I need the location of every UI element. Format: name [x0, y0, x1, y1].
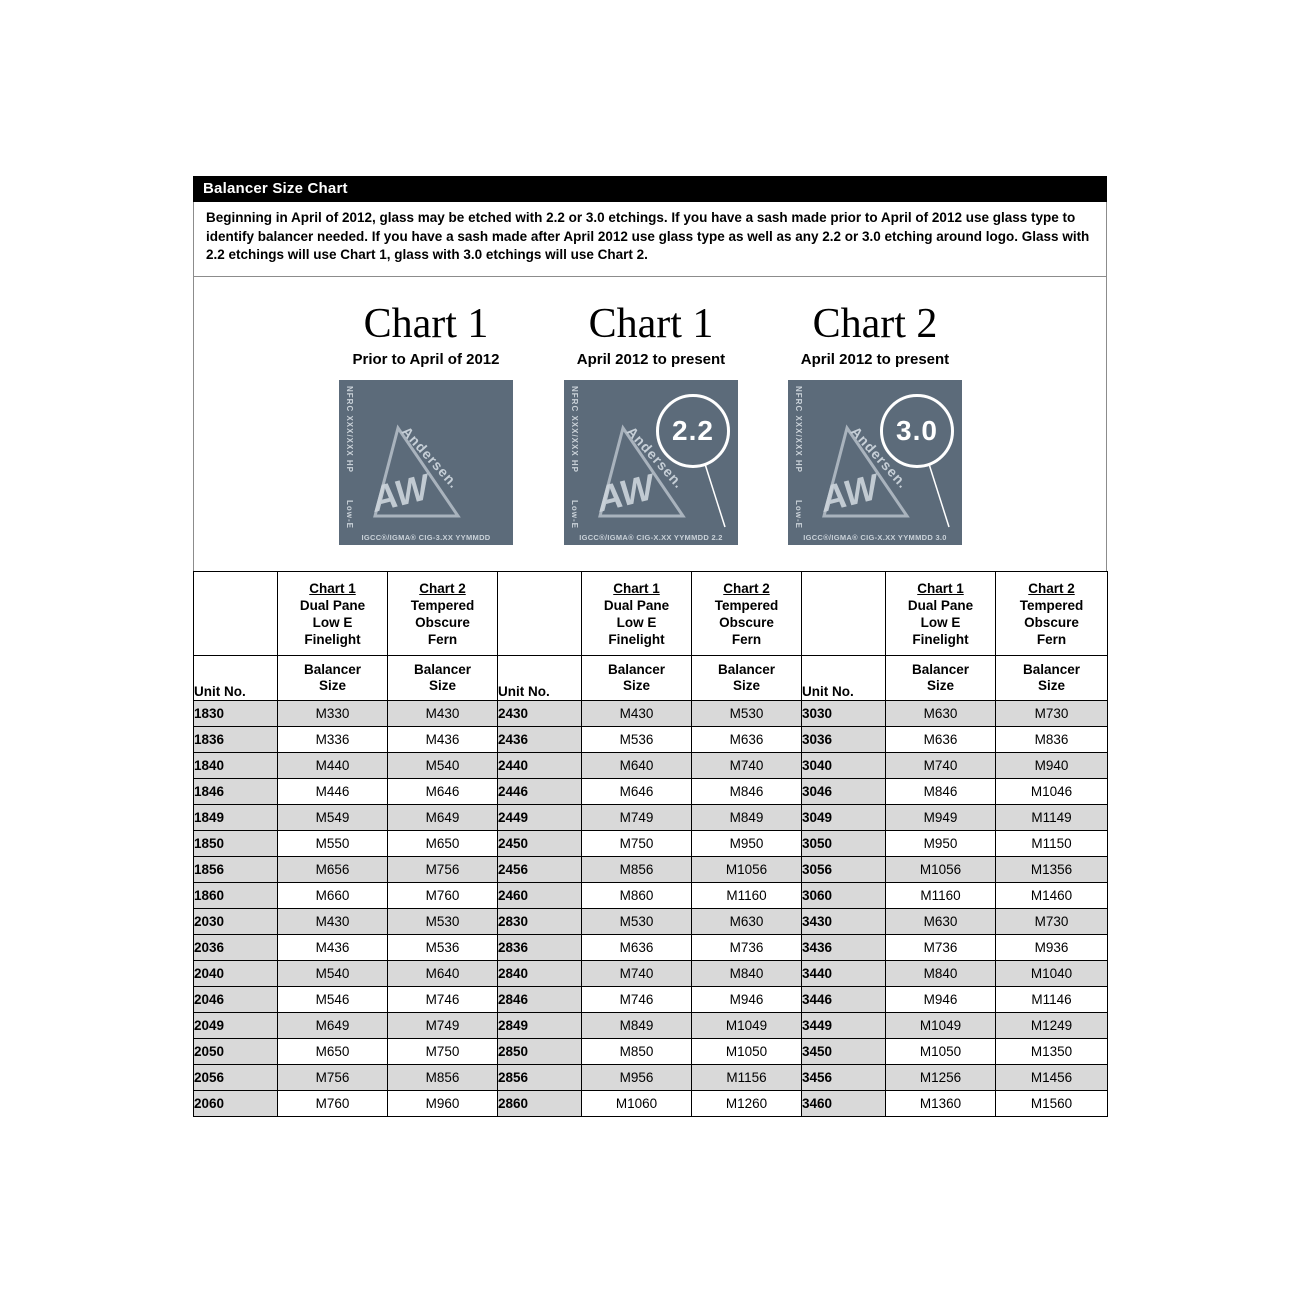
balancer-cell-chart1: M636 [886, 727, 996, 753]
unit-cell: 1830 [194, 701, 278, 727]
chart2-header-cell [388, 572, 498, 656]
balancer-cell-chart2: M856 [388, 1065, 498, 1091]
chart-column [311, 277, 541, 545]
balancer-cell-chart1: M640 [582, 753, 692, 779]
chart-column [536, 277, 766, 545]
balancer-cell-chart2: M1160 [692, 883, 802, 909]
page-title: Balancer Size Chart [203, 180, 348, 197]
unit-no-header: Unit No. [498, 656, 582, 701]
balancer-cell-chart1: M846 [886, 779, 996, 805]
balancer-cell-chart2: M1046 [996, 779, 1108, 805]
balancer-header-line: Balancer [911, 662, 970, 677]
balancer-cell-chart1: M440 [278, 753, 388, 779]
balancer-size-header [582, 656, 692, 701]
etching-side-label-bottom: Low-E [345, 500, 354, 529]
chart1-desc-line: Dual Pane [907, 597, 974, 613]
unit-cell: 3036 [802, 727, 886, 753]
chart1-desc-line: Finelight [912, 631, 969, 647]
chart1-header-cell [278, 572, 388, 656]
balancer-cell-chart1: M849 [582, 1013, 692, 1039]
balancer-cell-chart1: M430 [582, 701, 692, 727]
logo-brand-text: Andersen. [398, 424, 463, 492]
balancer-cell-chart2: M730 [996, 701, 1108, 727]
chart2-desc-line: Tempered [714, 597, 779, 613]
balancer-cell-chart2: M540 [388, 753, 498, 779]
balancer-cell-chart2: M736 [692, 935, 802, 961]
chart1-desc-line: Dual Pane [299, 597, 366, 613]
balancer-cell-chart2: M640 [388, 961, 498, 987]
balancer-cell-chart1: M546 [278, 987, 388, 1013]
unit-cell: 3456 [802, 1065, 886, 1091]
unit-cell: 1846 [194, 779, 278, 805]
balancer-cell-chart2: M940 [996, 753, 1108, 779]
table-row [194, 1065, 1108, 1091]
balancer-cell-chart2: M1150 [996, 831, 1108, 857]
unit-cell: 3440 [802, 961, 886, 987]
etching-side-label-bottom: Low-E [794, 500, 803, 529]
title-bar [193, 176, 1107, 202]
unit-cell: 1849 [194, 805, 278, 831]
table-row [194, 961, 1108, 987]
balancer-cell-chart2: M436 [388, 727, 498, 753]
intro-paragraph: Beginning in April of 2012, glass may be etched with 2.2 or 3.0 etchings. If you have a sash made prior to April of 2012 use glass type to identify balancer needed. If you have a sash made after April 2012 use glass type as well as any 2.2 or 3.0 etching around logo. Glass with 2.2 etchings will use Chart 1, glass with 3.0 etchings will use Chart 2. [193, 202, 1107, 277]
chart2-desc-line: Tempered [1019, 597, 1084, 613]
balancer-size-header [692, 656, 802, 701]
chart1-link-label: Chart 1 [613, 580, 660, 596]
unit-cell: 2830 [498, 909, 582, 935]
chart2-desc-line: Fern [1036, 631, 1067, 647]
unit-cell: 2056 [194, 1065, 278, 1091]
chart2-link-label: Chart 2 [419, 580, 466, 596]
glass-etching-image [788, 380, 962, 545]
balancer-cell-chart1: M430 [278, 909, 388, 935]
unit-cell: 2860 [498, 1091, 582, 1117]
etching-version-badge: 2.2 [656, 394, 730, 468]
table-row [194, 857, 1108, 883]
balancer-cell-chart2: M849 [692, 805, 802, 831]
table-row [194, 909, 1108, 935]
chart2-header-cell [996, 572, 1108, 656]
balancer-header-line: Size [1037, 678, 1065, 693]
chart2-link-label: Chart 2 [723, 580, 770, 596]
empty-header-cell [498, 572, 582, 656]
balancer-header-line: Size [428, 678, 456, 693]
chart1-desc-line: Dual Pane [603, 597, 670, 613]
chart-heading: Chart 2 [812, 301, 938, 347]
logo-monogram-text: AW [816, 465, 883, 520]
chart-subheading: Prior to April of 2012 [352, 351, 500, 368]
balancer-cell-chart1: M530 [582, 909, 692, 935]
unit-cell: 2036 [194, 935, 278, 961]
balancer-cell-chart1: M946 [886, 987, 996, 1013]
chart1-desc-line: Low E [920, 614, 961, 630]
balancer-cell-chart1: M549 [278, 805, 388, 831]
balancer-cell-chart2: M846 [692, 779, 802, 805]
balancer-cell-chart2: M740 [692, 753, 802, 779]
unit-cell: 3050 [802, 831, 886, 857]
etching-side-label-top: NFRC XXX/XXX HP [345, 386, 354, 474]
balancer-cell-chart2: M1456 [996, 1065, 1108, 1091]
balancer-size-header [996, 656, 1108, 701]
unit-cell: 1860 [194, 883, 278, 909]
etching-side-label-top: NFRC XXX/XXX HP [794, 386, 803, 474]
balancer-cell-chart2: M960 [388, 1091, 498, 1117]
balancer-cell-chart2: M1149 [996, 805, 1108, 831]
balancer-cell-chart1: M550 [278, 831, 388, 857]
balancer-cell-chart1: M660 [278, 883, 388, 909]
chart1-desc-line: Low E [312, 614, 353, 630]
balancer-cell-chart1: M746 [582, 987, 692, 1013]
unit-cell: 1856 [194, 857, 278, 883]
balancer-cell-chart2: M950 [692, 831, 802, 857]
chart1-link-label: Chart 1 [917, 580, 964, 596]
balancer-cell-chart1: M1360 [886, 1091, 996, 1117]
balancer-cell-chart2: M530 [388, 909, 498, 935]
balancer-cell-chart1: M840 [886, 961, 996, 987]
balancer-cell-chart2: M536 [388, 935, 498, 961]
chart2-header-cell [692, 572, 802, 656]
unit-cell: 2046 [194, 987, 278, 1013]
unit-cell: 1850 [194, 831, 278, 857]
unit-cell: 3450 [802, 1039, 886, 1065]
table-row [194, 1039, 1108, 1065]
unit-cell: 2456 [498, 857, 582, 883]
balancer-size-header [388, 656, 498, 701]
andersen-logo [365, 424, 465, 529]
etching-bottom-label: IGCC®/IGMA® CIG-3.XX YYMMDD [361, 533, 491, 542]
balancer-header-line: Size [926, 678, 954, 693]
balancer-header-line: Size [732, 678, 760, 693]
chart2-desc-line: Obscure [1024, 614, 1079, 630]
balancer-cell-chart2: M756 [388, 857, 498, 883]
chart2-desc-line: Tempered [410, 597, 475, 613]
balancer-cell-chart1: M1256 [886, 1065, 996, 1091]
chart1-link-label: Chart 1 [309, 580, 356, 596]
balancer-cell-chart2: M649 [388, 805, 498, 831]
balancer-cell-chart2: M1146 [996, 987, 1108, 1013]
table-row [194, 935, 1108, 961]
balancer-cell-chart1: M656 [278, 857, 388, 883]
balancer-cell-chart1: M336 [278, 727, 388, 753]
balancer-cell-chart1: M1056 [886, 857, 996, 883]
unit-cell: 3030 [802, 701, 886, 727]
table-group-header-row [194, 572, 1108, 656]
chart-subheading: April 2012 to present [576, 351, 726, 368]
unit-cell: 1840 [194, 753, 278, 779]
balancer-cell-chart2: M1350 [996, 1039, 1108, 1065]
table-column-header-row [194, 656, 1108, 701]
balancer-cell-chart1: M950 [886, 831, 996, 857]
unit-cell: 3446 [802, 987, 886, 1013]
etching-side-label-bottom: Low-E [570, 500, 579, 529]
balancer-cell-chart1: M646 [582, 779, 692, 805]
balancer-cell-chart1: M736 [886, 935, 996, 961]
logo-monogram-text: AW [367, 465, 434, 520]
charts-section [193, 277, 1107, 571]
balancer-cell-chart2: M760 [388, 883, 498, 909]
balancer-cell-chart2: M646 [388, 779, 498, 805]
unit-cell: 3040 [802, 753, 886, 779]
balancer-size-header [278, 656, 388, 701]
balancer-cell-chart2: M1260 [692, 1091, 802, 1117]
balancer-cell-chart1: M630 [886, 909, 996, 935]
balancer-size-chart-document [193, 176, 1107, 1117]
balancer-cell-chart2: M730 [996, 909, 1108, 935]
unit-cell: 2840 [498, 961, 582, 987]
balancer-size-table [193, 571, 1108, 1117]
balancer-cell-chart1: M536 [582, 727, 692, 753]
unit-cell: 3460 [802, 1091, 886, 1117]
balancer-cell-chart1: M760 [278, 1091, 388, 1117]
chart-heading: Chart 1 [588, 301, 714, 347]
balancer-cell-chart2: M946 [692, 987, 802, 1013]
balancer-cell-chart1: M436 [278, 935, 388, 961]
balancer-cell-chart1: M956 [582, 1065, 692, 1091]
balancer-cell-chart1: M949 [886, 805, 996, 831]
balancer-cell-chart1: M756 [278, 1065, 388, 1091]
etching-version-badge: 3.0 [880, 394, 954, 468]
balancer-cell-chart2: M936 [996, 935, 1108, 961]
chart2-desc-line: Obscure [415, 614, 470, 630]
balancer-cell-chart1: M850 [582, 1039, 692, 1065]
balancer-cell-chart1: M636 [582, 935, 692, 961]
balancer-cell-chart1: M860 [582, 883, 692, 909]
etching-bottom-label: IGCC®/IGMA® CIG-X.XX YYMMDD 2.2 [579, 533, 723, 542]
balancer-cell-chart1: M446 [278, 779, 388, 805]
unit-cell: 3060 [802, 883, 886, 909]
logo-monogram-text: AW [592, 465, 659, 520]
balancer-cell-chart1: M1160 [886, 883, 996, 909]
balancer-cell-chart2: M750 [388, 1039, 498, 1065]
empty-header-cell [802, 572, 886, 656]
chart1-desc-line: Low E [616, 614, 657, 630]
table-row [194, 753, 1108, 779]
table-row [194, 727, 1108, 753]
balancer-cell-chart1: M1060 [582, 1091, 692, 1117]
table-row [194, 701, 1108, 727]
balancer-cell-chart2: M1156 [692, 1065, 802, 1091]
balancer-cell-chart2: M630 [692, 909, 802, 935]
unit-cell: 2440 [498, 753, 582, 779]
unit-cell: 2430 [498, 701, 582, 727]
unit-cell: 2436 [498, 727, 582, 753]
logo-brand-text: Andersen. [847, 424, 912, 492]
balancer-cell-chart2: M749 [388, 1013, 498, 1039]
etching-side-label-top: NFRC XXX/XXX HP [570, 386, 579, 474]
chart-heading: Chart 1 [363, 301, 489, 347]
unit-cell: 2450 [498, 831, 582, 857]
etching-bottom-label: IGCC®/IGMA® CIG-X.XX YYMMDD 3.0 [803, 533, 947, 542]
unit-cell: 2060 [194, 1091, 278, 1117]
balancer-cell-chart2: M840 [692, 961, 802, 987]
balancer-cell-chart1: M856 [582, 857, 692, 883]
balancer-cell-chart2: M746 [388, 987, 498, 1013]
unit-cell: 3056 [802, 857, 886, 883]
chart2-link-label: Chart 2 [1028, 580, 1075, 596]
balancer-cell-chart1: M650 [278, 1039, 388, 1065]
chart-column [760, 277, 990, 545]
unit-cell: 3449 [802, 1013, 886, 1039]
chart-subheading: April 2012 to present [800, 351, 950, 368]
unit-cell: 2050 [194, 1039, 278, 1065]
balancer-cell-chart2: M1460 [996, 883, 1108, 909]
balancer-cell-chart1: M1049 [886, 1013, 996, 1039]
unit-cell: 3430 [802, 909, 886, 935]
unit-cell: 2846 [498, 987, 582, 1013]
unit-cell: 2460 [498, 883, 582, 909]
balancer-cell-chart1: M749 [582, 805, 692, 831]
chart2-desc-line: Fern [731, 631, 762, 647]
unit-cell: 2449 [498, 805, 582, 831]
glass-etching-image [564, 380, 738, 545]
unit-no-header: Unit No. [802, 656, 886, 701]
balancer-cell-chart1: M740 [886, 753, 996, 779]
chart2-desc-line: Obscure [719, 614, 774, 630]
chart1-desc-line: Finelight [608, 631, 665, 647]
unit-cell: 3046 [802, 779, 886, 805]
balancer-cell-chart2: M1356 [996, 857, 1108, 883]
balancer-cell-chart1: M740 [582, 961, 692, 987]
unit-no-header: Unit No. [194, 656, 278, 701]
unit-cell: 2446 [498, 779, 582, 805]
table-row [194, 805, 1108, 831]
chart2-desc-line: Fern [427, 631, 458, 647]
empty-header-cell [194, 572, 278, 656]
balancer-cell-chart2: M1249 [996, 1013, 1108, 1039]
balancer-cell-chart2: M1049 [692, 1013, 802, 1039]
balancer-header-line: Balancer [1022, 662, 1081, 677]
balancer-cell-chart2: M836 [996, 727, 1108, 753]
balancer-cell-chart2: M1040 [996, 961, 1108, 987]
balancer-header-line: Balancer [607, 662, 666, 677]
balancer-header-line: Balancer [717, 662, 776, 677]
unit-cell: 2049 [194, 1013, 278, 1039]
unit-cell: 2040 [194, 961, 278, 987]
balancer-cell-chart2: M430 [388, 701, 498, 727]
chart1-header-cell [582, 572, 692, 656]
table-row [194, 779, 1108, 805]
chart1-header-cell [886, 572, 996, 656]
unit-cell: 3049 [802, 805, 886, 831]
balancer-cell-chart2: M530 [692, 701, 802, 727]
balancer-cell-chart1: M649 [278, 1013, 388, 1039]
unit-cell: 2836 [498, 935, 582, 961]
table-row [194, 987, 1108, 1013]
balancer-cell-chart2: M1050 [692, 1039, 802, 1065]
balancer-cell-chart1: M1050 [886, 1039, 996, 1065]
glass-etching-image [339, 380, 513, 545]
balancer-header-line: Size [318, 678, 346, 693]
balancer-cell-chart1: M630 [886, 701, 996, 727]
balancer-cell-chart2: M650 [388, 831, 498, 857]
table-row [194, 883, 1108, 909]
unit-cell: 2030 [194, 909, 278, 935]
unit-cell: 2856 [498, 1065, 582, 1091]
balancer-header-line: Balancer [303, 662, 362, 677]
chart1-desc-line: Finelight [304, 631, 361, 647]
table-row [194, 831, 1108, 857]
table-row [194, 1091, 1108, 1117]
unit-cell: 2849 [498, 1013, 582, 1039]
balancer-size-header [886, 656, 996, 701]
balancer-header-line: Balancer [413, 662, 472, 677]
balancer-cell-chart2: M636 [692, 727, 802, 753]
balancer-cell-chart2: M1560 [996, 1091, 1108, 1117]
unit-cell: 1836 [194, 727, 278, 753]
table-row [194, 1013, 1108, 1039]
unit-cell: 3436 [802, 935, 886, 961]
unit-cell: 2850 [498, 1039, 582, 1065]
balancer-cell-chart2: M1056 [692, 857, 802, 883]
logo-brand-text: Andersen. [623, 424, 688, 492]
balancer-cell-chart1: M540 [278, 961, 388, 987]
balancer-cell-chart1: M330 [278, 701, 388, 727]
andersen-logo-graphic [365, 424, 465, 529]
balancer-header-line: Size [622, 678, 650, 693]
balancer-cell-chart1: M750 [582, 831, 692, 857]
